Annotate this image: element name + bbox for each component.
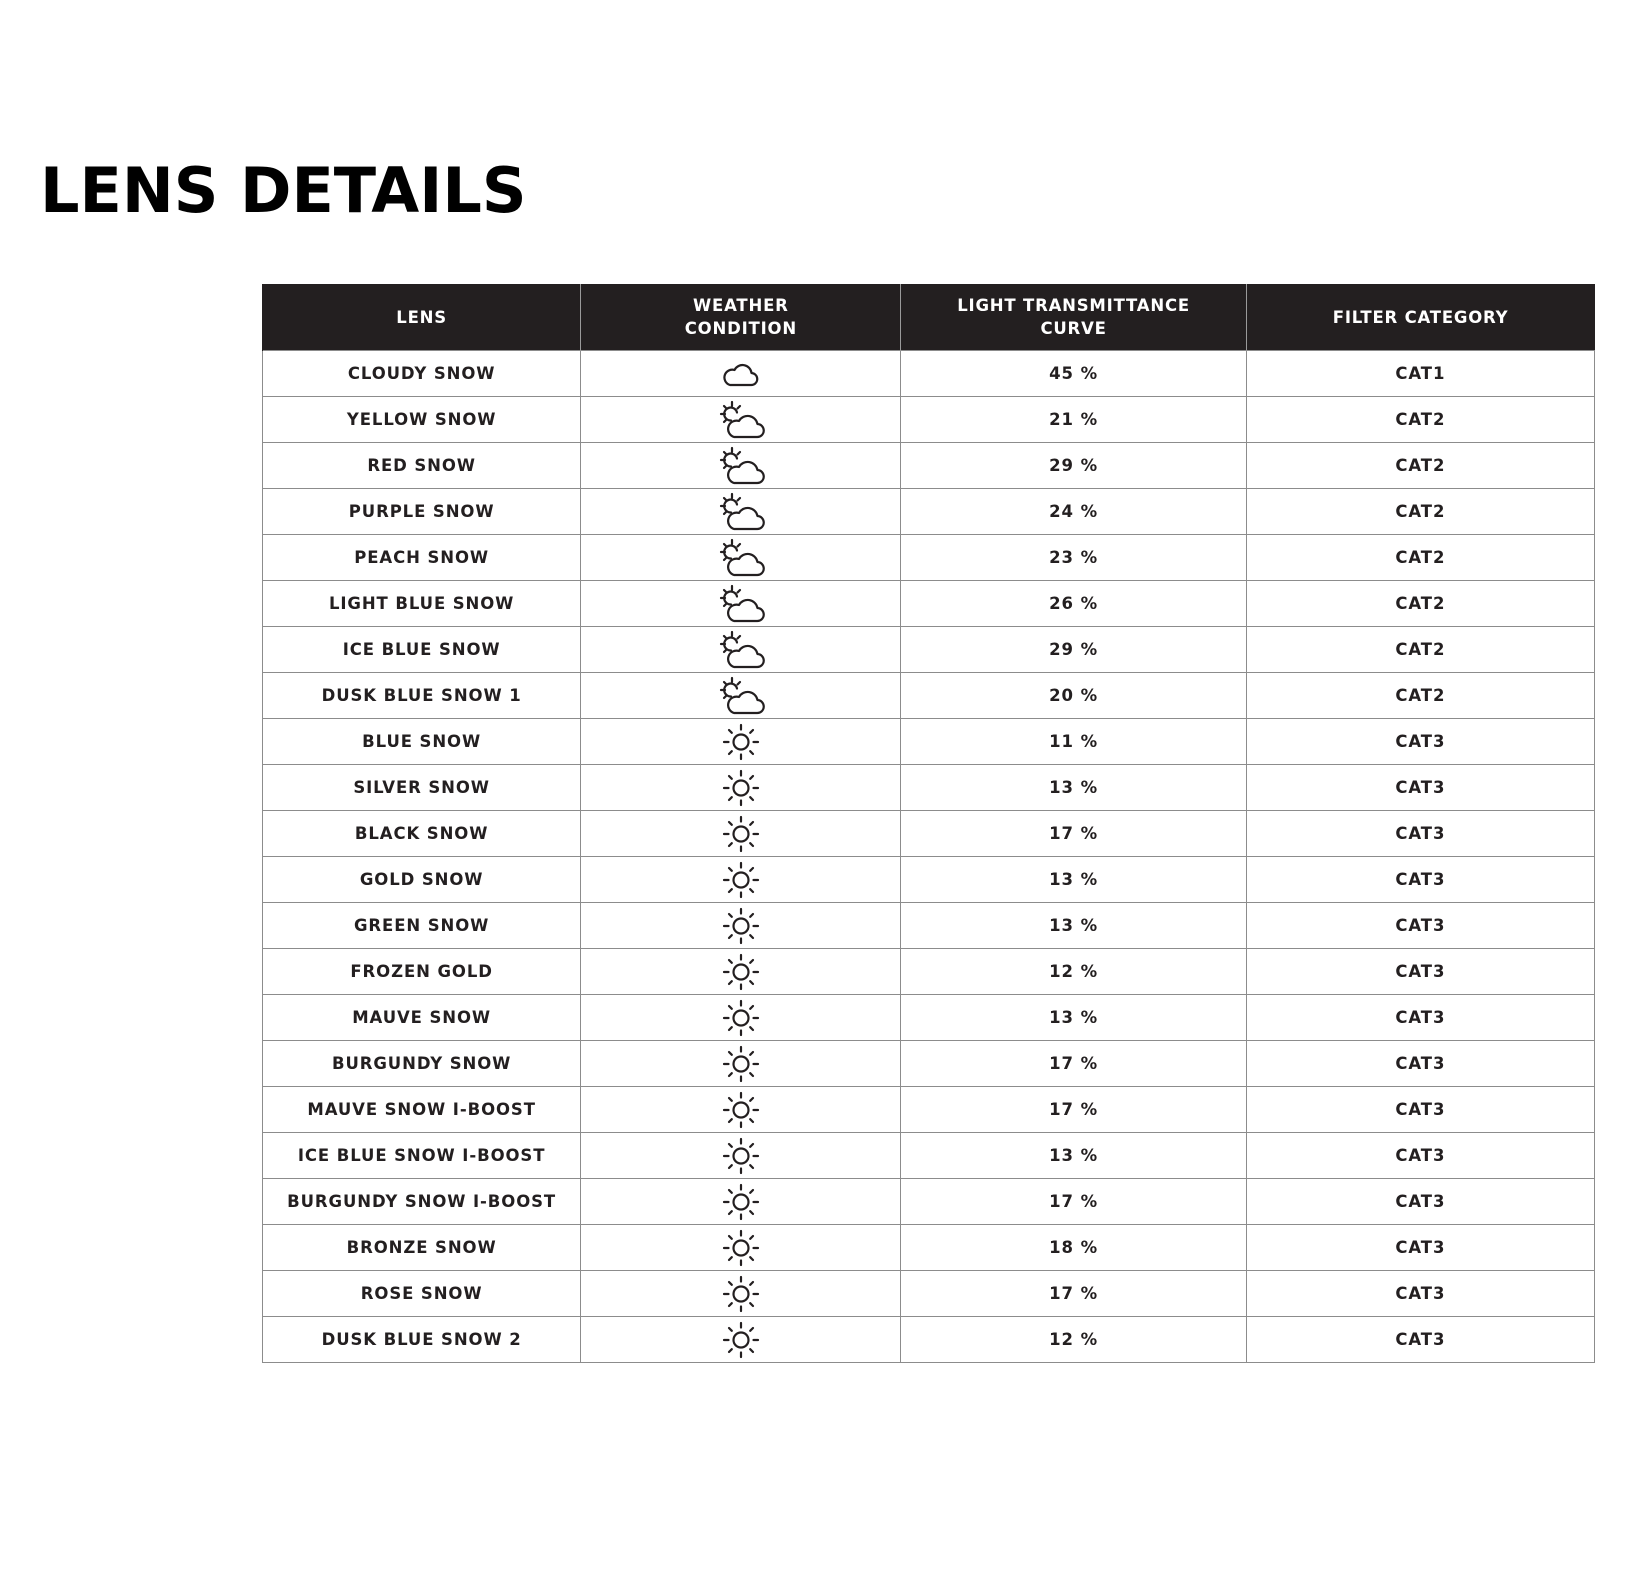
transmittance-value: 13 %	[1049, 870, 1099, 889]
table-body	[263, 351, 1595, 1363]
table-row	[263, 1041, 1595, 1087]
lens-cell	[263, 1133, 581, 1179]
lens-cell	[263, 1179, 581, 1225]
filter-category-value: CAT3	[1395, 1100, 1446, 1119]
lens-cell	[263, 351, 581, 397]
category-cell	[1246, 1133, 1594, 1179]
table-row	[263, 581, 1595, 627]
lens-details-table	[262, 284, 1595, 1363]
category-cell	[1246, 719, 1594, 765]
header-filter-label: FILTER CATEGORY	[1332, 307, 1509, 327]
transmittance-cell	[901, 765, 1246, 811]
category-cell	[1246, 903, 1594, 949]
category-cell	[1246, 1041, 1594, 1087]
header-transmittance-line2: CURVE	[1040, 319, 1107, 338]
filter-category-value: CAT3	[1395, 1008, 1446, 1027]
sun-behind-cloud-icon	[717, 676, 765, 716]
sun-behind-cloud-icon	[717, 630, 765, 670]
transmittance-value: 11 %	[1049, 732, 1099, 751]
category-cell	[1246, 627, 1594, 673]
weather-cell	[581, 1225, 901, 1271]
filter-category-value: CAT3	[1395, 870, 1446, 889]
lens-name: YELLOW SNOW	[346, 410, 497, 429]
weather-cell	[581, 351, 901, 397]
weather-cell	[581, 1271, 901, 1317]
header-weather-condition	[581, 284, 901, 351]
transmittance-value: 18 %	[1049, 1238, 1099, 1257]
category-cell	[1246, 397, 1594, 443]
lens-name: LIGHT BLUE SNOW	[328, 594, 515, 613]
transmittance-cell	[901, 1317, 1246, 1363]
table-row	[263, 995, 1595, 1041]
header-weather-line2: CONDITION	[684, 319, 797, 338]
weather-cell	[581, 443, 901, 489]
filter-category-value: CAT3	[1395, 1192, 1446, 1211]
sun-behind-cloud-icon	[717, 584, 765, 624]
transmittance-cell	[901, 443, 1246, 489]
category-cell	[1246, 995, 1594, 1041]
lens-name: CLOUDY SNOW	[347, 364, 496, 383]
sun-icon	[722, 1045, 760, 1083]
transmittance-cell	[901, 857, 1246, 903]
weather-cell	[581, 397, 901, 443]
transmittance-cell	[901, 903, 1246, 949]
lens-name: MAUVE SNOW	[352, 1008, 492, 1027]
lens-cell	[263, 1271, 581, 1317]
lens-name: FROZEN GOLD	[350, 962, 493, 981]
transmittance-cell	[901, 673, 1246, 719]
filter-category-value: CAT3	[1395, 916, 1446, 935]
transmittance-value: 17 %	[1049, 1284, 1099, 1303]
header-transmittance-line1: LIGHT TRANSMITTANCE	[957, 296, 1190, 315]
table-row	[263, 719, 1595, 765]
weather-cell	[581, 719, 901, 765]
transmittance-value: 20 %	[1049, 686, 1099, 705]
header-lens-label: LENS	[396, 307, 447, 327]
weather-cell	[581, 489, 901, 535]
transmittance-cell	[901, 581, 1246, 627]
transmittance-value: 13 %	[1049, 1008, 1099, 1027]
lens-name: BRONZE SNOW	[346, 1238, 497, 1257]
table-header-row	[263, 284, 1595, 351]
weather-cell	[581, 581, 901, 627]
filter-category-value: CAT2	[1395, 594, 1446, 613]
lens-name: GOLD SNOW	[359, 870, 484, 889]
sun-behind-cloud-icon	[717, 446, 765, 486]
lens-name: GREEN SNOW	[353, 916, 490, 935]
table-row	[263, 765, 1595, 811]
transmittance-cell	[901, 1087, 1246, 1133]
transmittance-cell	[901, 1271, 1246, 1317]
filter-category-value: CAT2	[1395, 456, 1446, 475]
category-cell	[1246, 443, 1594, 489]
category-cell	[1246, 1179, 1594, 1225]
transmittance-cell	[901, 811, 1246, 857]
category-cell	[1246, 857, 1594, 903]
sun-icon	[722, 1321, 760, 1359]
lens-cell	[263, 857, 581, 903]
table-row	[263, 903, 1595, 949]
table-row	[263, 1133, 1595, 1179]
filter-category-value: CAT2	[1395, 640, 1446, 659]
sun-icon	[722, 1275, 760, 1313]
category-cell	[1246, 673, 1594, 719]
lens-name: RED SNOW	[367, 456, 476, 475]
filter-category-value: CAT3	[1395, 1238, 1446, 1257]
lens-cell	[263, 903, 581, 949]
table-row	[263, 351, 1595, 397]
weather-cell	[581, 1041, 901, 1087]
table-row	[263, 397, 1595, 443]
sun-icon	[722, 1229, 760, 1267]
table-row	[263, 627, 1595, 673]
transmittance-value: 29 %	[1049, 456, 1099, 475]
transmittance-value: 13 %	[1049, 778, 1099, 797]
lens-cell	[263, 1317, 581, 1363]
weather-cell	[581, 1179, 901, 1225]
transmittance-cell	[901, 1041, 1246, 1087]
lens-name: ICE BLUE SNOW	[342, 640, 501, 659]
category-cell	[1246, 581, 1594, 627]
weather-cell	[581, 995, 901, 1041]
sun-icon	[722, 953, 760, 991]
lens-cell	[263, 949, 581, 995]
category-cell	[1246, 1087, 1594, 1133]
lens-cell	[263, 1087, 581, 1133]
table-row	[263, 489, 1595, 535]
filter-category-value: CAT1	[1395, 364, 1446, 383]
transmittance-cell	[901, 995, 1246, 1041]
filter-category-value: CAT2	[1395, 410, 1446, 429]
category-cell	[1246, 351, 1594, 397]
lens-name: DUSK BLUE SNOW 2	[321, 1330, 522, 1349]
filter-category-value: CAT3	[1395, 1146, 1446, 1165]
weather-cell	[581, 673, 901, 719]
weather-cell	[581, 811, 901, 857]
transmittance-cell	[901, 627, 1246, 673]
transmittance-value: 23 %	[1049, 548, 1099, 567]
filter-category-value: CAT3	[1395, 732, 1446, 751]
category-cell	[1246, 949, 1594, 995]
transmittance-value: 45 %	[1049, 364, 1099, 383]
category-cell	[1246, 811, 1594, 857]
sun-icon	[722, 1183, 760, 1221]
filter-category-value: CAT3	[1395, 962, 1446, 981]
transmittance-cell	[901, 489, 1246, 535]
lens-cell	[263, 581, 581, 627]
weather-cell	[581, 1087, 901, 1133]
category-cell	[1246, 1271, 1594, 1317]
table-row	[263, 1087, 1595, 1133]
sun-behind-cloud-icon	[717, 538, 765, 578]
weather-cell	[581, 627, 901, 673]
transmittance-value: 12 %	[1049, 962, 1099, 981]
lens-name: MAUVE SNOW I-BOOST	[307, 1100, 536, 1119]
header-lens	[263, 284, 581, 351]
table-row	[263, 1225, 1595, 1271]
transmittance-cell	[901, 1179, 1246, 1225]
sun-icon	[722, 1091, 760, 1129]
transmittance-cell	[901, 719, 1246, 765]
lens-name: DUSK BLUE SNOW 1	[321, 686, 522, 705]
lens-name: PEACH SNOW	[354, 548, 489, 567]
transmittance-cell	[901, 397, 1246, 443]
lens-cell	[263, 1041, 581, 1087]
sun-icon	[722, 861, 760, 899]
transmittance-cell	[901, 1225, 1246, 1271]
transmittance-value: 17 %	[1049, 1100, 1099, 1119]
lens-cell	[263, 719, 581, 765]
page-title: LENS DETAILS	[40, 154, 527, 227]
transmittance-value: 29 %	[1049, 640, 1099, 659]
table-row	[263, 857, 1595, 903]
sun-icon	[722, 769, 760, 807]
table-row	[263, 443, 1595, 489]
category-cell	[1246, 535, 1594, 581]
lens-cell	[263, 627, 581, 673]
sun-icon	[722, 723, 760, 761]
weather-cell	[581, 535, 901, 581]
transmittance-value: 17 %	[1049, 1192, 1099, 1211]
transmittance-value: 13 %	[1049, 1146, 1099, 1165]
weather-cell	[581, 1133, 901, 1179]
lens-cell	[263, 1225, 581, 1271]
lens-name: BURGUNDY SNOW	[331, 1054, 512, 1073]
weather-cell	[581, 949, 901, 995]
lens-cell	[263, 535, 581, 581]
transmittance-value: 17 %	[1049, 1054, 1099, 1073]
lens-name: BURGUNDY SNOW I-BOOST	[287, 1192, 557, 1211]
lens-cell	[263, 443, 581, 489]
cloud-icon	[721, 359, 761, 389]
sun-behind-cloud-icon	[717, 400, 765, 440]
category-cell	[1246, 489, 1594, 535]
lens-name: PURPLE SNOW	[348, 502, 495, 521]
filter-category-value: CAT2	[1395, 686, 1446, 705]
transmittance-value: 21 %	[1049, 410, 1099, 429]
weather-cell	[581, 765, 901, 811]
header-weather-line1: WEATHER	[693, 296, 789, 315]
category-cell	[1246, 1225, 1594, 1271]
transmittance-value: 13 %	[1049, 916, 1099, 935]
transmittance-cell	[901, 1133, 1246, 1179]
lens-name: BLUE SNOW	[362, 732, 482, 751]
filter-category-value: CAT3	[1395, 1284, 1446, 1303]
table-row	[263, 1179, 1595, 1225]
lens-cell	[263, 995, 581, 1041]
sun-icon	[722, 1137, 760, 1175]
transmittance-value: 12 %	[1049, 1330, 1099, 1349]
sun-icon	[722, 907, 760, 945]
transmittance-value: 24 %	[1049, 502, 1099, 521]
transmittance-cell	[901, 949, 1246, 995]
transmittance-value: 26 %	[1049, 594, 1099, 613]
header-filter-category	[1246, 284, 1594, 351]
filter-category-value: CAT3	[1395, 824, 1446, 843]
lens-cell	[263, 397, 581, 443]
weather-cell	[581, 1317, 901, 1363]
category-cell	[1246, 1317, 1594, 1363]
table-row	[263, 673, 1595, 719]
weather-cell	[581, 903, 901, 949]
filter-category-value: CAT3	[1395, 1330, 1446, 1349]
filter-category-value: CAT3	[1395, 778, 1446, 797]
sun-icon	[722, 815, 760, 853]
table-row	[263, 1317, 1595, 1363]
lens-name: BLACK SNOW	[354, 824, 489, 843]
lens-cell	[263, 811, 581, 857]
sun-icon	[722, 999, 760, 1037]
filter-category-value: CAT2	[1395, 548, 1446, 567]
transmittance-value: 17 %	[1049, 824, 1099, 843]
table-row	[263, 535, 1595, 581]
filter-category-value: CAT2	[1395, 502, 1446, 521]
lens-cell	[263, 489, 581, 535]
table-row	[263, 811, 1595, 857]
table-row	[263, 949, 1595, 995]
lens-cell	[263, 673, 581, 719]
category-cell	[1246, 765, 1594, 811]
lens-name: SILVER SNOW	[353, 778, 490, 797]
header-light-transmittance	[901, 284, 1246, 351]
weather-cell	[581, 857, 901, 903]
filter-category-value: CAT3	[1395, 1054, 1446, 1073]
lens-cell	[263, 765, 581, 811]
sun-behind-cloud-icon	[717, 492, 765, 532]
table-row	[263, 1271, 1595, 1317]
lens-name: ROSE SNOW	[360, 1284, 483, 1303]
transmittance-cell	[901, 535, 1246, 581]
transmittance-cell	[901, 351, 1246, 397]
lens-name: ICE BLUE SNOW I-BOOST	[297, 1146, 546, 1165]
